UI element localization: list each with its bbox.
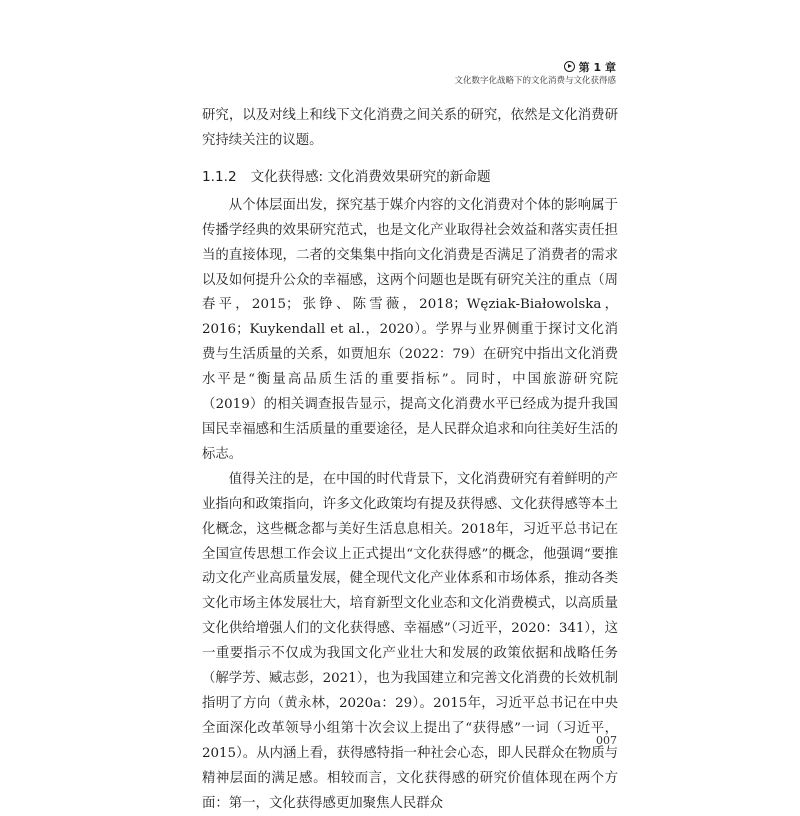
running-head [454, 60, 616, 87]
body-paragraph-2: 值得关注的是，在中国的时代背景下，文化消费研究有着鲜明的产业指向和政策指向，许多文化政策均有提及获得感、文化获得感等本土化概念，这些概念都与美好生活息息相关。2018年，习近平总书记在全国宣传思想工作会议上正式提出“文化获得感”的概念，他强调“要推动文化产业高质量发展，健全现代文化产业体系和市场体系，推动各类文化市场主体发展壮大，培育新型文化业态和文化消费模式，以高质量文化供给增强人们的文化获得感、幸福感”（习近平，2020：341），这一重要指示不仅成为我国文化产业壮大和发展的政策依据和战略任务（解学芳、臧志彭，2021），也为我国建立和完善文化消费的长效机制指明了方向（黄永林，2020a：29）。2015年，习近平总书记在中央全面深化改革领导小组第十次会议上提出了“获得感”一词（习近平，2015）。从内涵上看，获得感特指一种社会心态，即人民群众在物质与精神层面的满足感。相较而言，文化获得感的研究价值体现在两个方面：第一，文化获得感更加聚焦人民群众 [202, 471, 618, 811]
play-circle-icon [564, 61, 575, 72]
section-heading [202, 165, 618, 189]
chapter-text: 第 1 章 [578, 61, 616, 74]
body-paragraph-1: 从个体层面出发，探究基于媒介内容的文化消费对个体的影响属于传播学经典的效果研究范式，也是文化产业取得社会效益和落实责任担当的直接体现，二者的交集集中指向文化消费是否满足了消费者的需求以及如何提升公众的幸福感，这两个问题也是既有研究关注的重点（周春平，2015；张铮、陈雪薇，2018；Węziak-Białowolska，2016；Kuykendall et al.，2020）。学界与业界侧重于探讨文化消费与生活质量的关系，如贾旭东（2022：79）在研究中指出文化消费水平是“衡量高品质生活的重要指标”。同时，中国旅游研究院（2019）的相关调查报告显示，提高文化消费水平已经成为提升我国国民幸福感和生活质量的重要途径，是人民群众追求和向往美好生活的标志。 [202, 197, 618, 462]
page-number: 007 [596, 734, 617, 747]
section-title: 文化获得感: 文化消费效果研究的新命题 [250, 168, 491, 185]
page-body [202, 104, 618, 816]
book-subtitle: 文化数字化战略下的文化消费与文化获得感 [454, 76, 616, 86]
intro-paragraph: 研究，以及对线上和线下文化消费之间关系的研究，依然是文化消费研究持续关注的议题。 [202, 108, 618, 148]
section-number: 1.1.2 [202, 168, 237, 185]
chapter-label [454, 60, 616, 75]
